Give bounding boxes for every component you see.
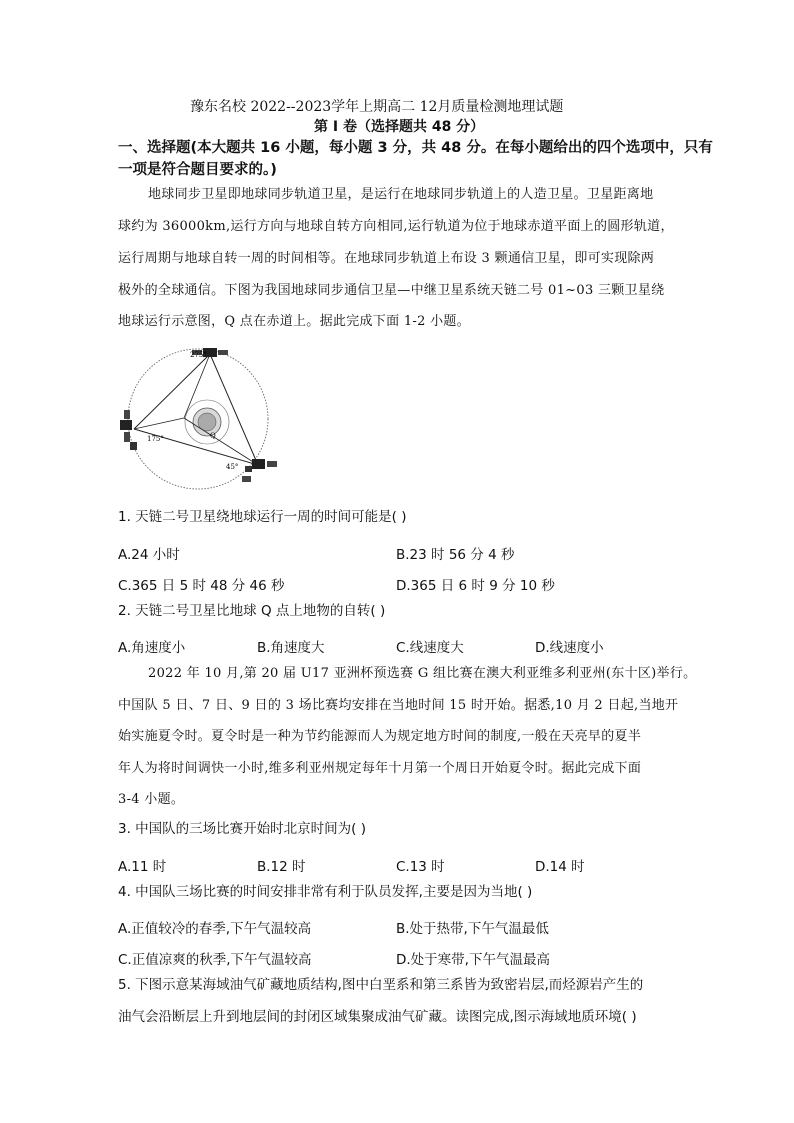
question-4-option-c[interactable]: C.正值凉爽的秋季,下午气温较高	[118, 952, 312, 968]
satellite-icon	[242, 459, 277, 482]
question-3-option-c[interactable]: C.13 时	[396, 859, 445, 875]
passage1-line-2: 球约为 36000km,运行方向与地球自转方向相同,运行轨道为位于地球赤道平面上的圆形轨道，	[118, 219, 674, 234]
question-4-option-a[interactable]: A.正值较冷的春季,下午气温较高	[118, 921, 312, 937]
question-2-option-d[interactable]: D.线速度小	[535, 640, 604, 656]
question-2-option-c[interactable]: C.线速度大	[396, 640, 464, 656]
instructions-line-2: 一项是符合题目要求的。)	[118, 162, 277, 178]
question-3-stem: 3. 中国队的三场比赛开始时北京时间为( )	[118, 821, 366, 837]
passage2-line-3: 始实施夏令时。夏令时是一种为节约能源而人为规定地方时间的制度,一般在天亮早的夏半	[118, 729, 642, 744]
link-a-c	[210, 354, 258, 465]
passage1-line-5: 地球运行示意图，Q 点在赤道上。据此完成下面 1-2 小题。	[118, 314, 470, 329]
section-title: 第 I 卷（选择题共 48 分）	[314, 119, 485, 135]
question-1-option-b[interactable]: B.23 时 56 分 4 秒	[396, 547, 515, 563]
link-center-b	[134, 418, 184, 429]
question-4-option-b[interactable]: B.处于热带,下午气温最低	[396, 921, 549, 937]
passage2-line-4: 年人为将时间调快一小时,维多利亚州规定每年十月第一个周日开始夏令时。据此完成下面	[118, 761, 642, 776]
question-1-option-d[interactable]: D.365 日 6 时 9 分 10 秒	[396, 578, 555, 594]
question-1-option-a[interactable]: A.24 小时	[118, 547, 180, 563]
question-3-option-b[interactable]: B.12 时	[257, 859, 306, 875]
question-5-stem-line-1: 5. 下图示意某海域油气矿藏地质结构,图中白垩系和第三系皆为致密岩层,而烃源岩产生的	[118, 977, 644, 993]
question-5-stem-line-2: 油气会沿断层上升到地层间的封闭区域集聚成油气矿藏。读图完成,图示海域地质环境( )	[118, 1009, 637, 1025]
question-1-option-c[interactable]: C.365 日 5 时 48 分 46 秒	[118, 578, 285, 594]
question-2-option-b[interactable]: B.角速度大	[257, 640, 325, 656]
label-45: 45°	[226, 463, 239, 471]
label-q: Q	[210, 432, 216, 440]
question-2-option-a[interactable]: A.角速度小	[118, 640, 186, 656]
question-4-stem: 4. 中国队三场比赛的时间安排非常有利于队员发挥,主要是因为当地( )	[118, 884, 533, 900]
instructions-line-1: 一、选择题(本大题共 16 小题，每小题 3 分，共 48 分。在每小题给出的四个选项中，只有	[118, 140, 713, 156]
question-3-option-d[interactable]: D.14 时	[535, 859, 585, 875]
passage1-line-1: 地球同步卫星即地球同步轨道卫星，是运行在地球同步轨道上的人造卫星。卫星距离地	[148, 187, 654, 202]
label-175: 175°	[147, 435, 164, 443]
passage2-line-1: 2022 年 10 月,第 20 届 U17 亚洲杯预选赛 G 组比赛在澳大利亚维多利亚州(东十区)举行。	[148, 666, 697, 681]
passage2-line-5: 3-4 小题。	[118, 792, 185, 807]
question-3-option-a[interactable]: A.11 时	[118, 859, 167, 875]
exam-title: 豫东名校 2022--2023学年上期高二 12月质量检测地理试题	[190, 99, 564, 115]
satellite-icon	[120, 410, 137, 450]
label-275: 275°	[190, 351, 207, 359]
satellite-orbit-diagram	[112, 338, 284, 500]
question-1-stem: 1. 天链二号卫星绕地球运行一周的时间可能是( )	[118, 509, 407, 525]
question-2-stem: 2. 天链二号卫星比地球 Q 点上地物的自转( )	[118, 603, 386, 619]
passage1-line-4: 极外的全球通信。下图为我国地球同步通信卫星—中继卫星系统天链二号 01~03 三颗卫星绕	[118, 283, 665, 298]
passage2-line-2: 中国队 5 日、7 日、9 日的 3 场比赛均安排在当地时间 15 时开始。据悉,10 月 2 日起,当地开	[118, 698, 679, 713]
passage1-line-3: 运行周期与地球自转一周的时间相等。在地球同步轨道上布设 3 颗通信卫星，即可实现除两	[118, 251, 655, 266]
question-4-option-d[interactable]: D.处于寒带,下午气温最高	[396, 952, 550, 968]
